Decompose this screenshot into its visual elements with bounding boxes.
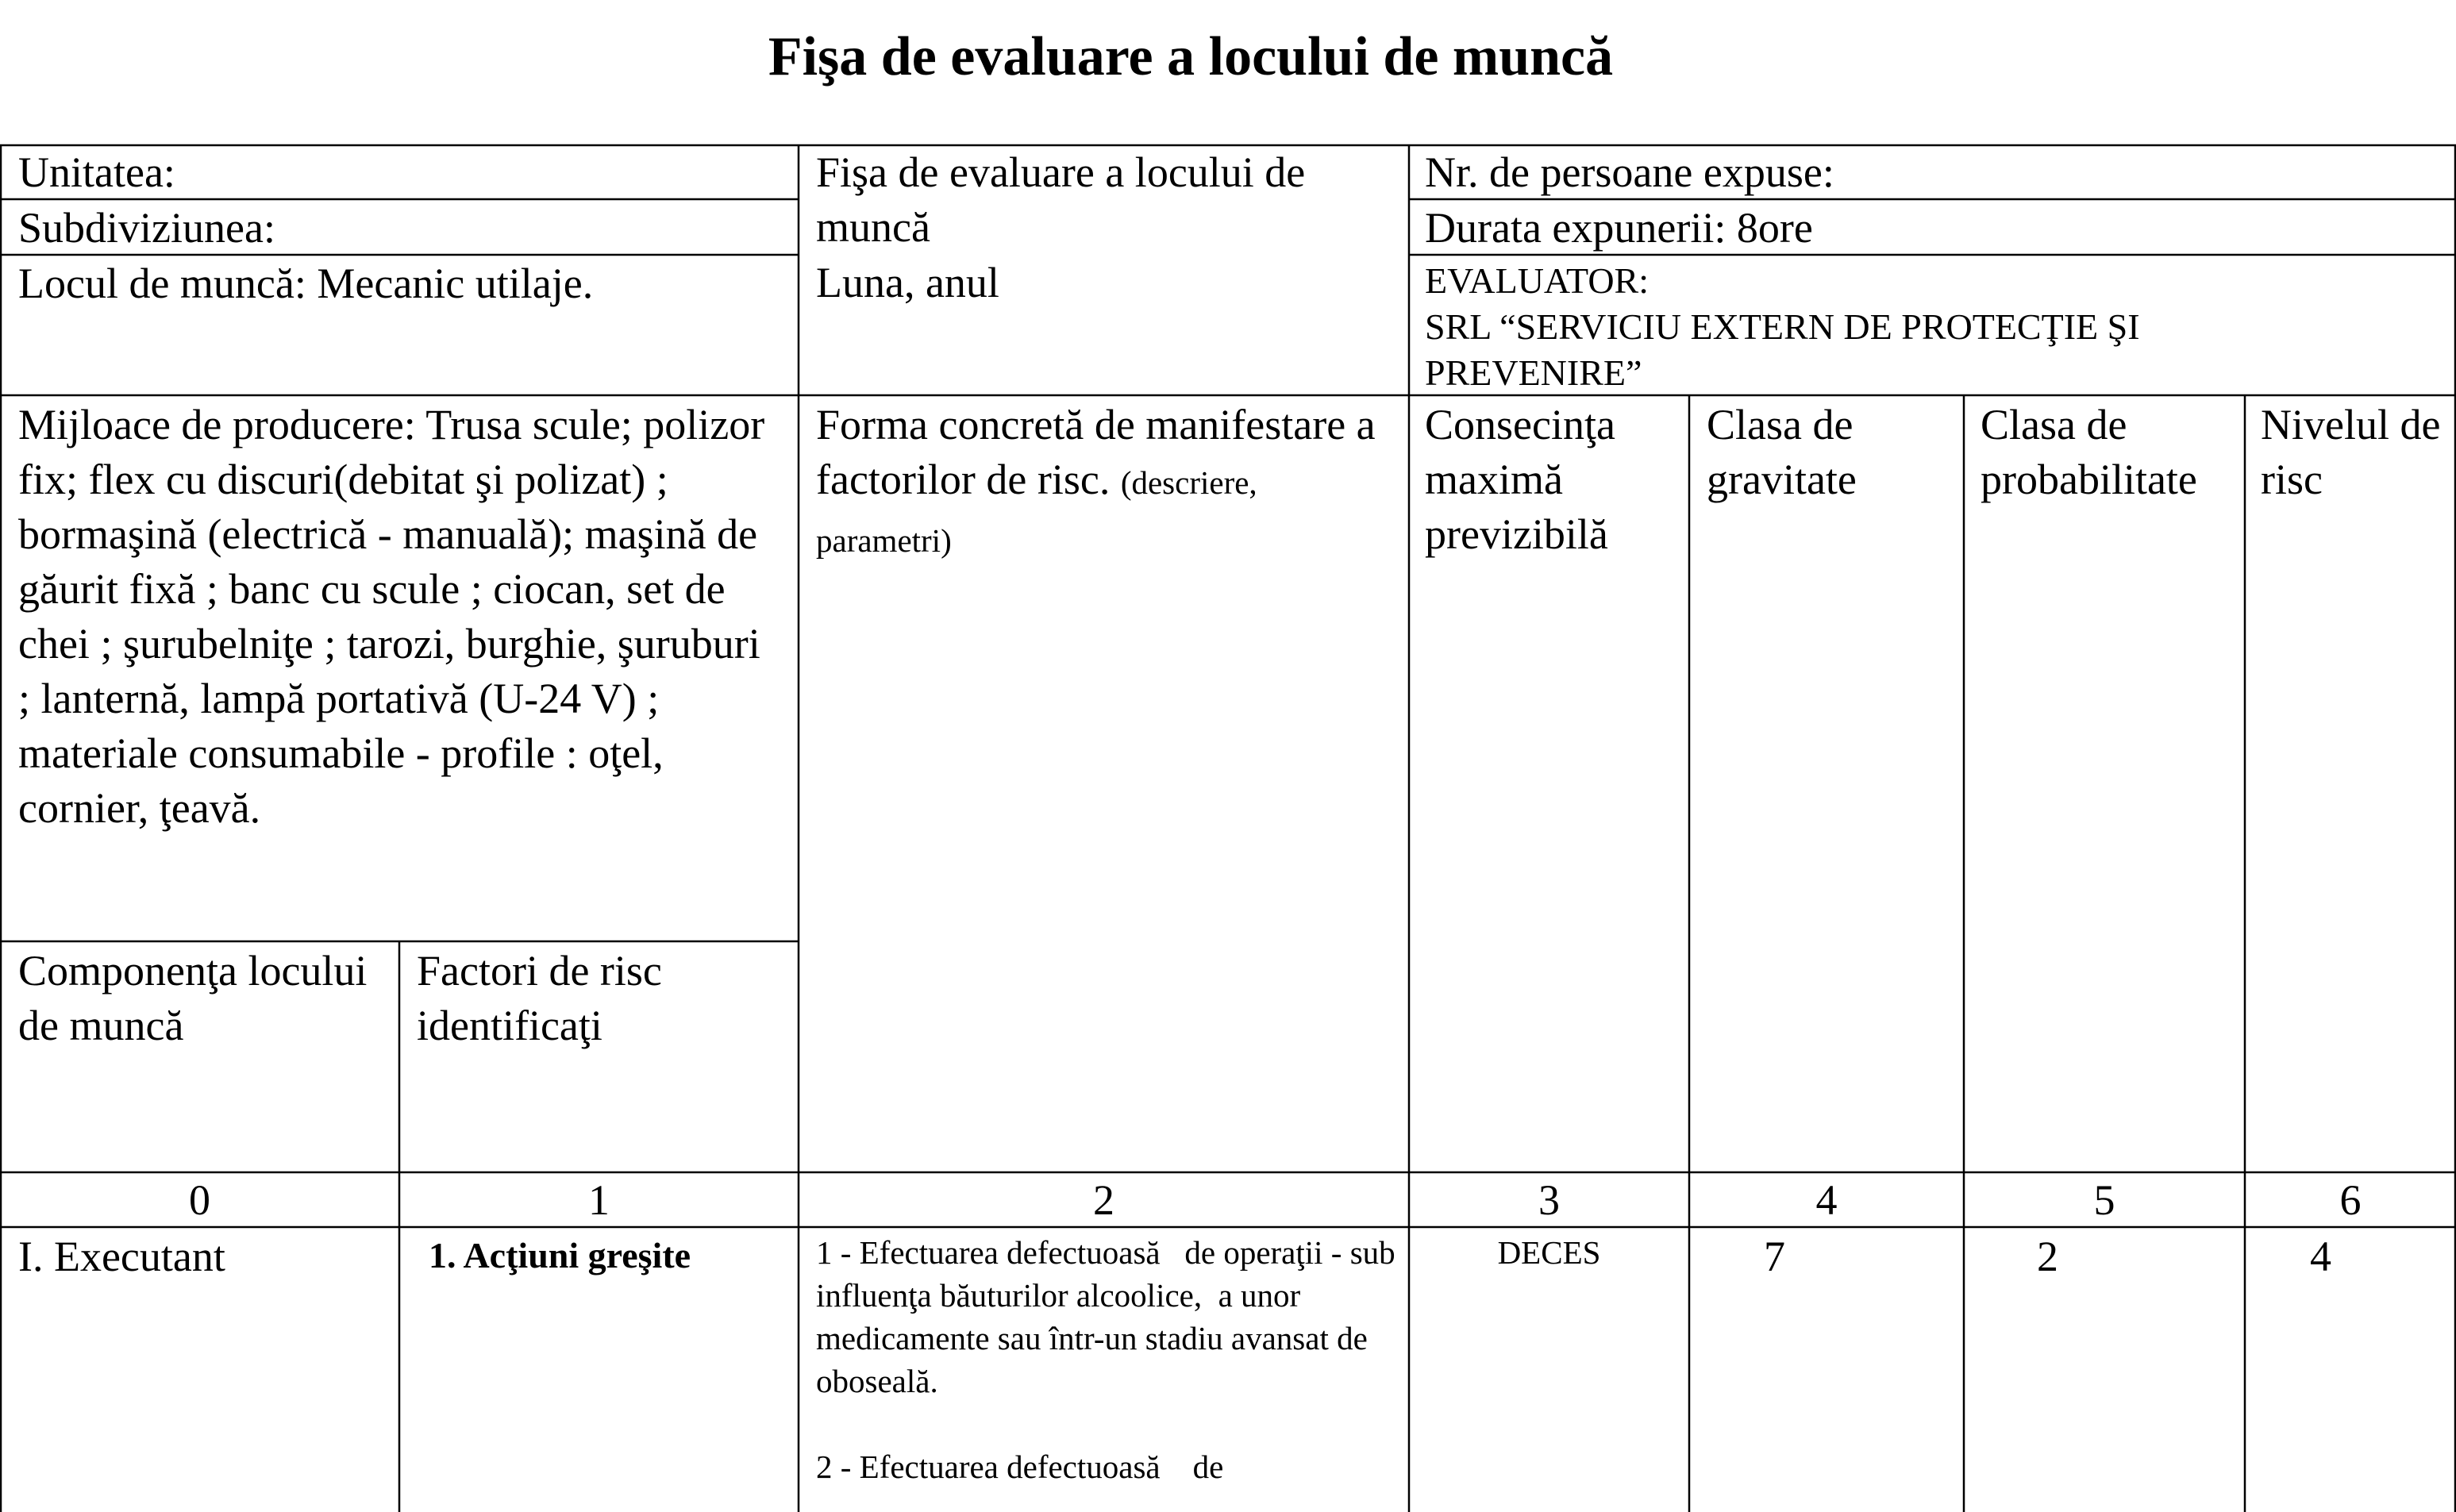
column-number-1: 1: [588, 1176, 610, 1224]
column-number-3: 3: [1538, 1176, 1560, 1224]
table-cell-forma-1: 1 - Efectuarea defectuoasă de operaţii - sub influenţa băuturilor alcoolice, a unor medicamente sau într-un stadiu avansat de oboseală.: [816, 1234, 1403, 1399]
column-number-5: 5: [2093, 1176, 2115, 1224]
factori-header: Factori de risc identificaţi: [417, 947, 673, 1049]
column-number-4: 4: [1815, 1176, 1838, 1224]
fisa-label: Fişa de evaluare a locului de muncă: [816, 148, 1316, 251]
forma-concreta-note: (descriere, parametri): [816, 464, 1265, 559]
consecinta-header: Consecinţa maximă previzibilă: [1425, 401, 1626, 558]
column-number-6: 6: [2339, 1176, 2362, 1224]
evaluator-label: EVALUATOR:: [1425, 260, 1649, 301]
evaluator-name: SRL “SERVICIU EXTERN DE PROTECŢIE ŞI PREVENIRE”: [1425, 306, 2150, 393]
column-number-0: 0: [189, 1176, 210, 1224]
nivel-header: Nivelul de risc: [2261, 401, 2451, 503]
probabilitate-header: Clasa de probabilitate: [1981, 401, 2197, 503]
table-cell-probabilitate: 2: [2037, 1233, 2058, 1280]
table-cell-forma-2: 2 - Efectuarea defectuoasă de: [816, 1449, 1224, 1485]
mijloace-de-producere: Mijloace de producere: Trusa scule; polizor fix; flex cu discuri(debitat şi polizat) ; bormaşină (electrică - manuală); maşină de găurit fixă ; banc cu scule ; ciocan, set de chei ; şurubelniţe ; tarozi, burghie, şuruburi ; lanternă, lampă portativă (U-24 V) ; materiale consumabile - profile : oţel, cornier, ţeavă.: [18, 401, 776, 832]
table-cell-consecinta: DECES: [1497, 1234, 1601, 1271]
gravitate-header: Clasa de gravitate: [1707, 401, 1864, 503]
forma-concreta-main: Forma concretă de manifestare a factorilor de risc.: [816, 401, 1387, 503]
table-cell-factor: 1. Acţiuni greşite: [429, 1235, 691, 1275]
table-cell-componenta: I. Executant: [18, 1233, 225, 1280]
locul-de-munca: Locul de muncă: Mecanic utilaje.: [18, 260, 594, 307]
nr-persoane-expuse: Nr. de persoane expuse:: [1425, 148, 1834, 196]
durata-expunerii: Durata expunerii: 8ore: [1425, 204, 1813, 252]
subdiviziunea-label: Subdiviziunea:: [18, 204, 275, 252]
componenta-header: Componenţa locului de muncă: [18, 947, 378, 1049]
forma-concreta-header: [816, 398, 1395, 568]
unitatea-label: Unitatea:: [18, 148, 175, 196]
column-number-2: 2: [1093, 1176, 1114, 1224]
table-cell-nivel: 4: [2310, 1233, 2331, 1280]
luna-anul: Luna, anul: [816, 259, 999, 306]
page-title: Fişa de evaluare a locului de muncă: [768, 26, 1614, 87]
table-cell-gravitate: 7: [1764, 1233, 1785, 1280]
